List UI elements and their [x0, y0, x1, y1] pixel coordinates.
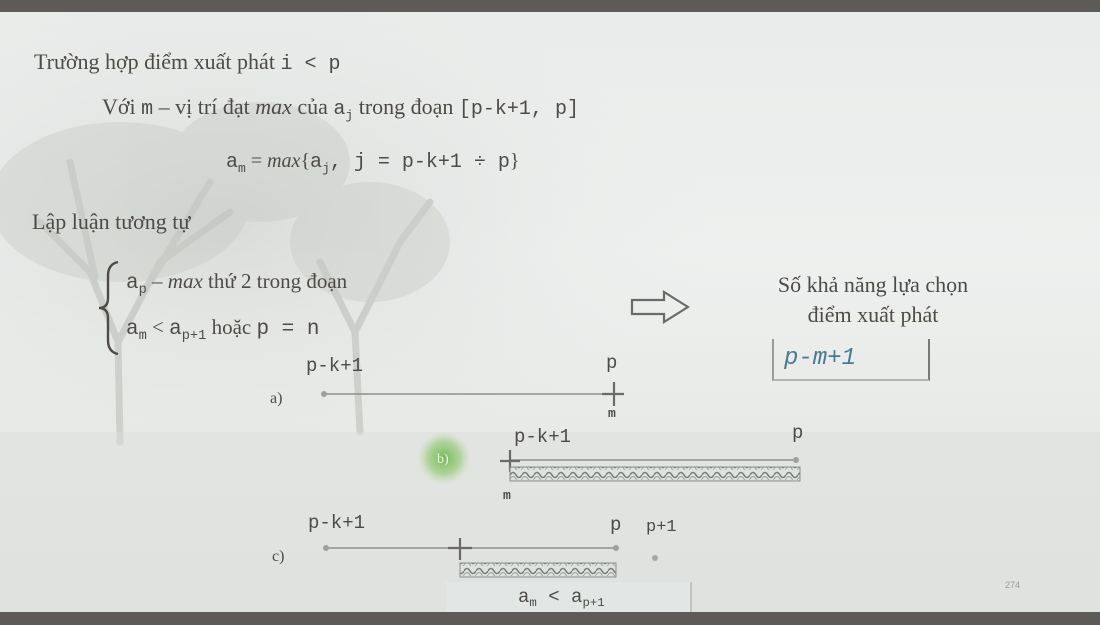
diagram-a-tag: a) [270, 390, 283, 407]
formula-close: } [509, 150, 520, 172]
result-label [748, 270, 998, 330]
intro-dash: – [158, 94, 170, 119]
heading-text: Trường hợp điểm xuất phát [34, 49, 275, 74]
cond1-a: $a_p$ [126, 272, 147, 298]
heading [34, 49, 340, 76]
implication-arrow-icon [630, 290, 690, 324]
formula-cond: , j = p-k+1 ÷ p [329, 151, 510, 174]
diagram-b-left-label: p-k+1 [514, 426, 572, 448]
diagram-a-segment [318, 380, 628, 410]
diagram-b-segment [498, 450, 808, 486]
formula-open: { [300, 150, 311, 172]
intro-range: [p-k+1, p] [458, 98, 579, 121]
condition-line-2 [126, 315, 320, 344]
result-label-line-2: điểm xuất phát [807, 302, 939, 327]
diagram-c-right-label: p [610, 514, 622, 536]
cond2-a2: $a_{p+1}$ [169, 318, 207, 344]
intro-m: m [141, 98, 154, 121]
diagram-b-tag: b) [437, 452, 449, 467]
formula-max: max [267, 150, 301, 172]
intro-prefix: Với [102, 94, 136, 119]
diagram-a-marker-label: m [608, 406, 616, 421]
cond-c-lt: < [536, 586, 572, 608]
condition-line-1 [126, 269, 348, 298]
max-formula [226, 150, 520, 174]
diagram-c-segment [320, 536, 670, 584]
result-label-line-1: Số khả năng lựa chọn [777, 272, 969, 297]
intro-a: $a_j$ [333, 98, 354, 123]
diagram-c-tag: c) [272, 548, 285, 565]
cond2-expr: p = n [256, 318, 320, 341]
formula-lhs: $a_m$ [226, 151, 246, 176]
cond-c-a: $a_m$ [518, 586, 537, 611]
page-number: 274 [1005, 580, 1021, 590]
intro-text: vị trí đạt [175, 94, 250, 119]
reasoning-text: Lập luận tương tự [32, 209, 191, 234]
result-box: p-m+1 [772, 339, 930, 381]
intro-line [102, 94, 579, 121]
cond1-max: max [167, 269, 203, 293]
cond2-lt: < [146, 315, 170, 339]
intro-of: của [297, 94, 328, 119]
intro-max: max [255, 94, 292, 119]
cond1-text: thứ 2 trong đoạn [202, 269, 348, 293]
left-brace [96, 260, 122, 356]
formula-a: $a_j$ [310, 151, 330, 176]
slide [0, 12, 1100, 612]
diagram-b-right-label: p [792, 422, 804, 444]
intro-in-range: trong đoạn [358, 94, 454, 119]
cond1-dash: – [146, 269, 168, 293]
formula-eq: = [245, 150, 268, 172]
diagram-a-right-label: p [606, 352, 618, 374]
cond2-a: $a_m$ [126, 318, 147, 344]
cond-c-b: $a_{p+1}$ [571, 586, 605, 611]
diagram-a-left-label: p-k+1 [306, 355, 364, 377]
diagram-c-right2-label: p+1 [646, 518, 677, 537]
diagram-c-condition [518, 586, 605, 611]
cond2-or: hoặc [206, 315, 257, 339]
diagram-c-left-label: p-k+1 [308, 512, 366, 534]
diagram-b-marker-label: m [503, 488, 511, 503]
heading-expr: i < p [280, 53, 341, 76]
